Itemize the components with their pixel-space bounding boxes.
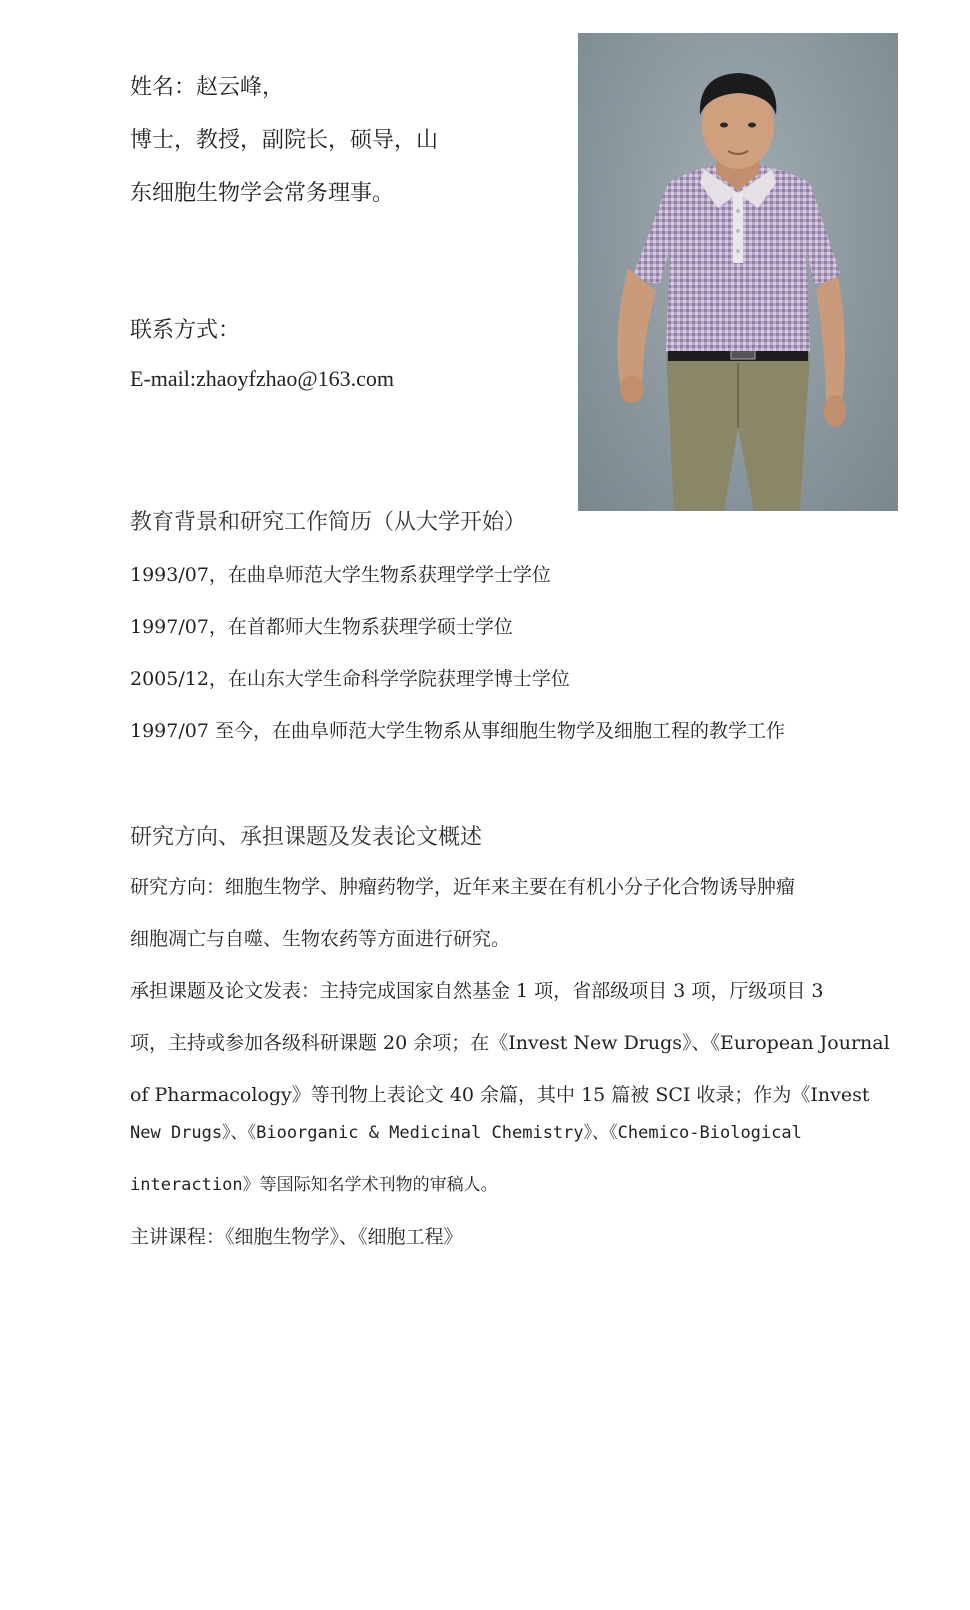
projects-line: 承担课题及论文发表：主持完成国家自然基金 1 项，省部级项目 3 项，厅级项目 3 [130,980,824,1002]
research-heading: 研究方向、承担课题及发表论文概述 [130,825,483,850]
title-line-1: 博士，教授，副院长，硕导，山 [130,128,439,153]
education-heading: 教育背景和研究工作简历（从大学开始） [130,510,527,535]
contact-label: 联系方式： [130,318,241,343]
education-item: 1997/07 至今，在曲阜师范大学生物系从事细胞生物学及细胞工程的教学工作 [130,720,785,742]
education-item: 1997/07，在首都师大生物系获理学硕士学位 [130,616,513,638]
research-direction-line: 研究方向：细胞生物学、肿瘤药物学，近年来主要在有机小分子化合物诱导肿瘤 [130,876,796,898]
projects-line: interaction》等国际知名学术刊物的审稿人。 [130,1175,498,1195]
courses-line: 主讲课程：《细胞生物学》、《细胞工程》 [130,1226,463,1248]
education-item: 2005/12，在山东大学生命科学学院获理学博士学位 [130,668,570,690]
education-item: 1993/07，在曲阜师范大学生物系获理学学士学位 [130,564,551,586]
portrait-figure [578,33,898,511]
projects-line: 项，主持或参加各级科研课题 20 余项；在《Invest New Drugs》、《European Journal [130,1032,890,1054]
projects-line: of Pharmacology》等刊物上表论文 40 余篇，其中 15 篇被 SCI 收录；作为《Invest [130,1084,870,1106]
name-line: 姓名：赵云峰， [130,75,285,100]
research-direction-line: 细胞凋亡与自噬、生物农药等方面进行研究。 [130,928,511,950]
email-text: E-mail:zhaoyfzhao@163.com [130,366,394,391]
projects-line: New Drugs》、《Bioorganic & Medicinal Chemistry》、《Chemico-Biological [130,1123,802,1143]
portrait-photo [578,33,898,511]
title-line-2: 东细胞生物学会常务理事。 [130,181,395,206]
